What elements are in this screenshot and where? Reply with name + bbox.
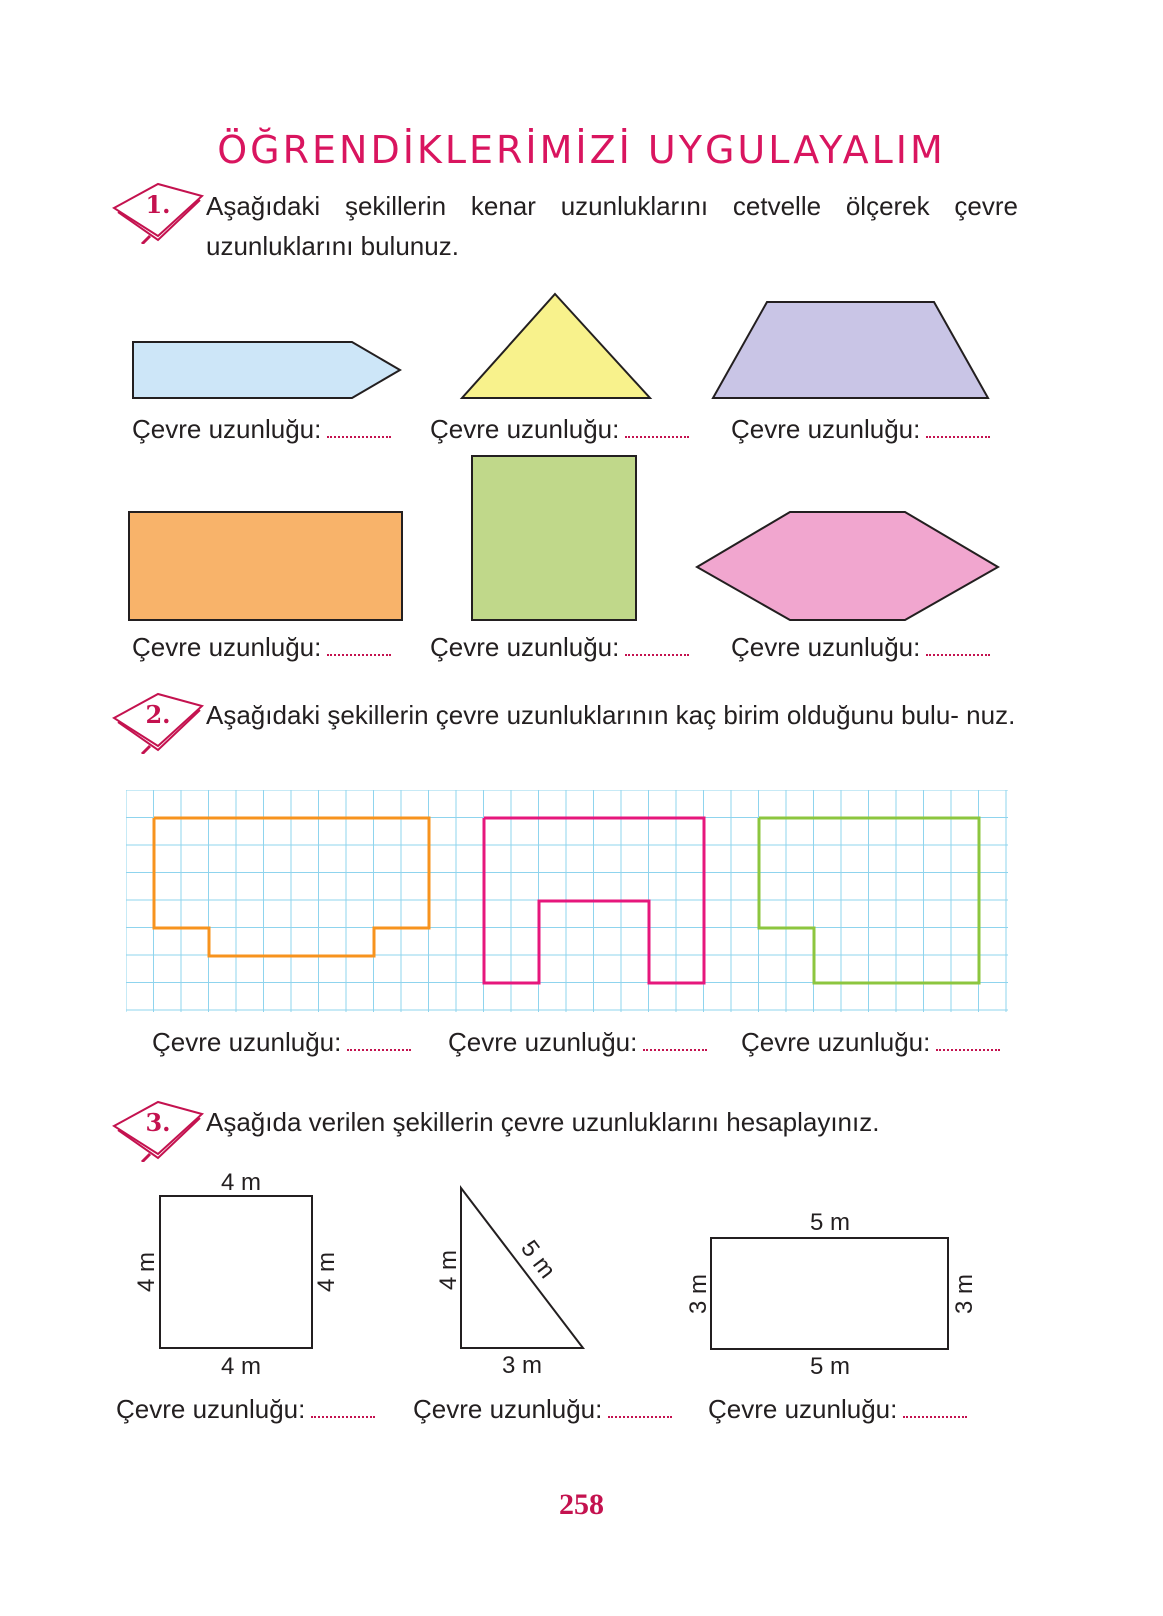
answer-blank[interactable]	[311, 1412, 375, 1418]
perimeter-label: Çevre uzunluğu:	[430, 414, 620, 444]
measured-right-triangle	[461, 1188, 583, 1348]
answer-blank[interactable]	[327, 432, 391, 438]
perimeter-answer-3a	[116, 1394, 375, 1425]
question-3-figures	[0, 1160, 1163, 1390]
answer-blank[interactable]	[643, 1045, 707, 1051]
perimeter-answer-1e	[430, 632, 689, 663]
measured-rectangle	[711, 1238, 948, 1349]
perimeter-answer-1b	[430, 414, 689, 445]
perimeter-label: Çevre uzunluğu:	[413, 1394, 603, 1424]
answer-blank[interactable]	[327, 650, 391, 656]
answer-blank[interactable]	[625, 650, 689, 656]
perimeter-answer-1f	[731, 632, 990, 663]
rectangle-shape	[129, 512, 402, 620]
page-number: 258	[559, 1488, 604, 1521]
answer-blank[interactable]	[926, 650, 990, 656]
question-3-text: Aşağıda verilen şekillerin çevre uzunluklarını hesaplayınız.	[206, 1107, 880, 1137]
perimeter-label: Çevre uzunluğu:	[430, 632, 620, 662]
square-bottom-label: 4 m	[220, 1353, 262, 1380]
square-left-label: 4 m	[133, 1251, 160, 1293]
triangle-vertical-label: 4 m	[435, 1249, 462, 1291]
perimeter-label: Çevre uzunluğu:	[132, 414, 322, 444]
perimeter-answer-3c	[708, 1394, 967, 1425]
perimeter-answer-2a	[152, 1027, 411, 1058]
measured-square	[160, 1196, 312, 1348]
square-top-label: 4 m	[220, 1169, 262, 1196]
triangle-hypotenuse-label: 5 m	[515, 1235, 561, 1284]
question-1-badge	[110, 178, 206, 244]
perimeter-label: Çevre uzunluğu:	[448, 1027, 638, 1057]
square-grid	[126, 790, 1008, 1012]
perimeter-answer-2c	[741, 1027, 1000, 1058]
question-2-badge	[110, 688, 206, 754]
perimeter-label: Çevre uzunluğu:	[152, 1027, 342, 1057]
perimeter-label: Çevre uzunluğu:	[731, 632, 921, 662]
question-number: 2.	[145, 700, 171, 729]
rectangle-bottom-label: 5 m	[809, 1353, 851, 1380]
rectangle-left-label: 3 m	[685, 1273, 712, 1315]
perimeter-answer-1d	[132, 632, 391, 663]
answer-blank[interactable]	[608, 1412, 672, 1418]
triangle-shape	[462, 294, 650, 398]
rectangle-top-label: 5 m	[809, 1209, 851, 1236]
hexagon-shape	[697, 512, 998, 620]
page-title: ÖĞRENDİKLERİMİZİ UYGULAYALIM	[217, 128, 946, 172]
perimeter-answer-3b	[413, 1394, 672, 1425]
answer-blank[interactable]	[926, 432, 990, 438]
perimeter-label: Çevre uzunluğu:	[116, 1394, 306, 1424]
trapezoid-shape	[713, 302, 988, 398]
question-2-text: Aşağıdaki şekillerin çevre uzunluklarının kaç birim olduğunu bulu- nuz.	[206, 700, 1016, 730]
perimeter-label: Çevre uzunluğu:	[708, 1394, 898, 1424]
perimeter-label: Çevre uzunluğu:	[132, 632, 322, 662]
triangle-bottom-label: 3 m	[501, 1352, 543, 1379]
square-shape	[472, 456, 636, 620]
perimeter-answer-1a	[132, 414, 391, 445]
question-3-badge	[110, 1096, 206, 1162]
answer-blank[interactable]	[347, 1045, 411, 1051]
perimeter-answer-1c	[731, 414, 990, 445]
perimeter-label: Çevre uzunluğu:	[731, 414, 921, 444]
answer-blank[interactable]	[625, 432, 689, 438]
question-1-text: Aşağıdaki şekillerin kenar uzunluklarını cetvelle ölçerek çevre uzunluklarını bulunuz.	[206, 191, 1018, 261]
square-right-label: 4 m	[313, 1251, 340, 1293]
perimeter-label: Çevre uzunluğu:	[741, 1027, 931, 1057]
question-number: 3.	[145, 1108, 171, 1137]
answer-blank[interactable]	[936, 1045, 1000, 1051]
question-number: 1.	[145, 190, 171, 219]
arrow-pentagon-shape	[133, 342, 400, 398]
rectangle-right-label: 3 m	[951, 1273, 978, 1315]
question-1-shapes	[0, 280, 1163, 630]
perimeter-answer-2b	[448, 1027, 707, 1058]
answer-blank[interactable]	[903, 1412, 967, 1418]
